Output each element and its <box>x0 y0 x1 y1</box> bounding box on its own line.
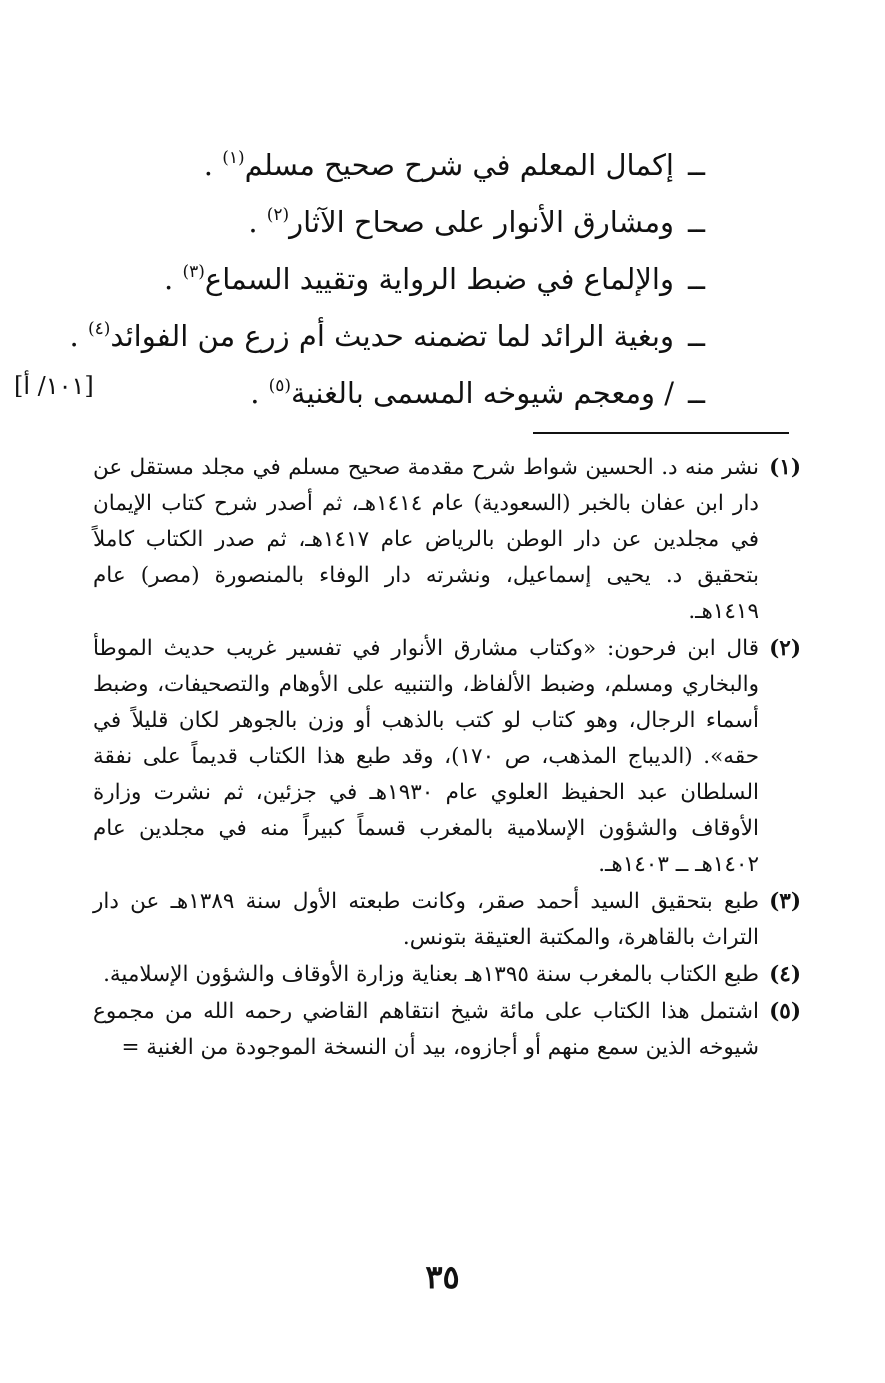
list-item <box>145 195 705 242</box>
list-item-text: وبغية الرائد لما تضمنه حديث أم زرع من الفوائد <box>110 319 674 353</box>
list-item-text: / ومعجم شيوخه المسمى بالغنية <box>291 376 674 410</box>
list-item-end: . <box>203 148 213 182</box>
list-item <box>69 309 705 356</box>
footnote <box>93 957 801 993</box>
list-item-end: . <box>248 205 258 239</box>
footnote-marker[interactable]: (٥) <box>268 376 292 396</box>
list-item-end: . <box>250 376 260 410</box>
footnote-text: طبع بتحقيق السيد أحمد صقر، وكانت طبعته الأول سنة ١٣٨٩هـ عن دار التراث بالقاهرة، والمكتبة العتيقة بتونس. <box>93 889 760 950</box>
footnote <box>93 450 801 630</box>
list-item <box>145 252 705 299</box>
footnote <box>93 994 801 1066</box>
page-number: ٣٥ <box>425 1258 460 1296</box>
footnote <box>93 631 801 883</box>
manuscript-folio-reference: [١٠١/ أ] <box>14 372 94 400</box>
footnote-separator <box>533 432 789 434</box>
list-dash: ــ <box>688 148 705 182</box>
footnote-number: (٣) <box>769 889 801 914</box>
list-dash: ــ <box>688 262 705 296</box>
list-item-text: إكمال المعلم في شرح صحيح مسلم <box>244 148 674 182</box>
list-item <box>145 366 705 413</box>
footnote-text: اشتمل هذا الكتاب على مائة شيخ انتقاهم القاضي رحمه الله من مجموع شيوخه الذين سمع منهم أو أجازوه، بيد أن النسخة الموجودة من الغنية = <box>93 999 759 1060</box>
list-item-text: ومشارق الأنوار على صحاح الآثار <box>289 205 674 239</box>
list-dash: ــ <box>688 376 705 410</box>
list-dash: ــ <box>688 319 705 353</box>
list-dash: ــ <box>688 205 705 239</box>
footnote-number: (٤) <box>769 962 801 987</box>
footnote-marker[interactable]: (٤) <box>87 319 111 339</box>
list-item <box>145 138 705 185</box>
footnote-text: نشر منه د. الحسين شواط شرح مقدمة صحيح مسلم في مجلد مستقل عن دار ابن عفان بالخبر (السعودية) عام ١٤١٤هـ، ثم أصدر شرح كتاب الإيمان في مجلدين عن دار الوطن بالرياض عام ١٤١٧هـ، ثم صدر الكتاب كاملاً بتحقيق د. يحيى إسماعيل، ونشرته دار الوفاء بالمنصورة (مصر) عام ١٤١٩هـ. <box>93 455 760 624</box>
footnote-marker[interactable]: (١) <box>222 148 245 168</box>
footnote-number: (١) <box>769 455 801 480</box>
footnote-marker[interactable]: (٢) <box>266 205 290 225</box>
footnote-text: طبع الكتاب بالمغرب سنة ١٣٩٥هـ بعناية وزارة الأوقاف والشؤون الإسلامية. <box>103 962 759 987</box>
footnote <box>93 884 801 956</box>
list-item-end: . <box>69 319 79 353</box>
list-item-end: . <box>164 262 174 296</box>
footnotes-section <box>93 450 801 1067</box>
footnote-marker[interactable]: (٣) <box>182 262 205 282</box>
footnote-number: (٢) <box>769 636 801 661</box>
footnote-number: (٥) <box>769 999 801 1024</box>
list-item-text: والإلماع في ضبط الرواية وتقييد السماع <box>204 262 674 296</box>
footnote-text: قال ابن فرحون: «وكتاب مشارق الأنوار في تفسير غريب حديث الموطأ والبخاري ومسلم، وضبط الألفاظ، والتنبيه على الأوهام والتصحيفات، وضبط أسماء الرجال، وهو كتاب لو كتب بالذهب أو وزن بالجوهر لكان قليلاً في حقه». (الديباج المذهب، ص ١٧٠)، وقد طبع هذا الكتاب قديماً على نفقة السلطان عبد الحفيظ العلوي عام ١٩٣٠هـ في جزئين، ثم نشرت وزارة الأوقاف والشؤون الإسلامية بالمغرب قسماً كبيراً منه في مجلدين عام ١٤٠٢هـ ــ ١٤٠٣هـ. <box>93 636 759 877</box>
